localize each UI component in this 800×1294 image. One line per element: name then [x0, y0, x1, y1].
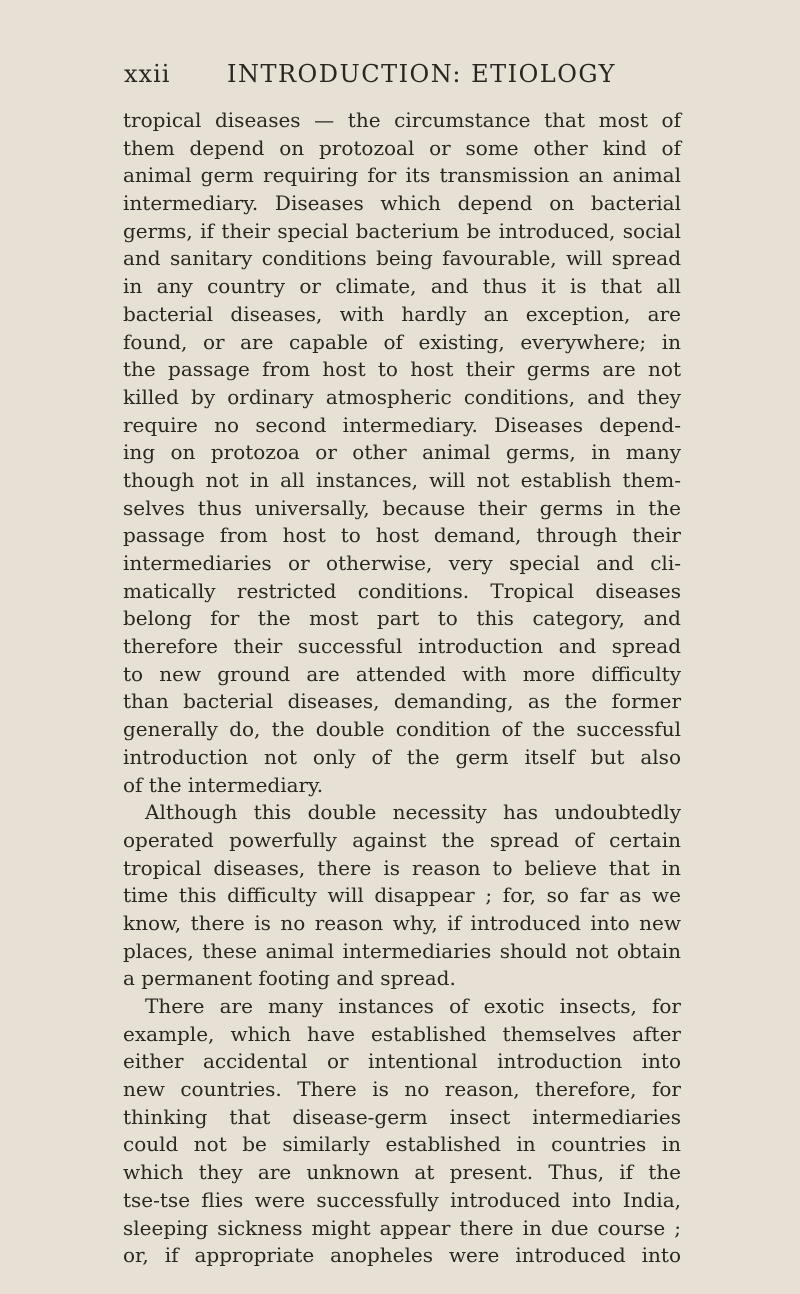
text-line: which they are unknown at present. Thus, if the: [123, 1160, 681, 1185]
text-line: tropical diseases, there is reason to believe that in: [123, 855, 681, 880]
text-line: though not in all instances, will not establish them-: [123, 467, 681, 492]
page-header: [124, 60, 684, 96]
text-line: generally do, the double condition of the successful: [123, 717, 681, 742]
text-line: them depend on protozoal or some other kind of: [123, 135, 681, 160]
text-line: a permanent footing and spread.: [123, 966, 456, 991]
text-line: Although this double necessity has undoubtedly: [145, 800, 681, 825]
running-head: INTRODUCTION: ETIOLOGY: [227, 60, 616, 88]
text-line: belong for the most part to this category, and: [123, 606, 681, 631]
text-line: thinking that disease-germ insect intermediaries: [123, 1104, 681, 1129]
text-line: of the intermediary.: [123, 772, 324, 797]
body-text: [123, 107, 683, 1270]
text-line: tse-tse flies were successfully introduced into India,: [123, 1187, 681, 1212]
text-line: animal germ requiring for its transmission an animal: [123, 163, 681, 188]
text-line: in any country or climate, and thus it is that all: [123, 274, 681, 299]
text-line: tropical diseases — the circumstance that most of: [123, 108, 681, 132]
text-line: to new ground are attended with more difficulty: [123, 661, 681, 686]
text-line: either accidental or intentional introduction into: [123, 1049, 681, 1074]
text-line: passage from host to host demand, through their: [123, 523, 681, 548]
text-line: found, or are capable of existing, everywhere; in: [123, 329, 681, 354]
text-line: killed by ordinary atmospheric conditions, and they: [123, 384, 681, 409]
text-line: sleeping sickness might appear there in due course ;: [123, 1215, 681, 1240]
text-line: therefore their successful introduction and spread: [123, 634, 681, 659]
text-line: than bacterial diseases, demanding, as the former: [123, 689, 681, 714]
page-number: xxii: [124, 60, 171, 88]
text-line: operated powerfully against the spread of certain: [123, 827, 681, 852]
text-line: or, if appropriate anopheles were introduced into: [123, 1243, 681, 1268]
text-line: bacterial diseases, with hardly an exception, are: [123, 301, 681, 326]
text-line: intermediaries or otherwise, very special and cli-: [123, 551, 681, 575]
text-line: selves thus universally, because their germs in the: [123, 495, 681, 520]
text-line: example, which have established themselves after: [123, 1021, 681, 1046]
text-line: places, these animal intermediaries should not obtain: [123, 938, 681, 963]
text-line: There are many instances of exotic insects, for: [145, 994, 681, 1018]
text-line: require no second intermediary. Diseases depend-: [123, 412, 681, 437]
text-line: the passage from host to host their germs are not: [123, 357, 681, 382]
text-line: matically restricted conditions. Tropical diseases: [123, 578, 681, 603]
text-line: time this difficulty will disappear ; for, so far as we: [123, 883, 681, 908]
text-line: intermediary. Diseases which depend on bacterial: [123, 191, 681, 216]
text-line: introduction not only of the germ itself but also: [123, 744, 681, 769]
text-line: could not be similarly established in countries in: [123, 1132, 681, 1157]
text-line: ing on protozoa or other animal germs, in many: [123, 440, 681, 465]
text-line: germs, if their special bacterium be introduced, social: [123, 218, 681, 243]
text-line: know, there is no reason why, if introduced into new: [123, 910, 681, 935]
text-line: new countries. There is no reason, therefore, for: [123, 1077, 681, 1102]
text-line: and sanitary conditions being favourable, will spread: [123, 246, 681, 271]
